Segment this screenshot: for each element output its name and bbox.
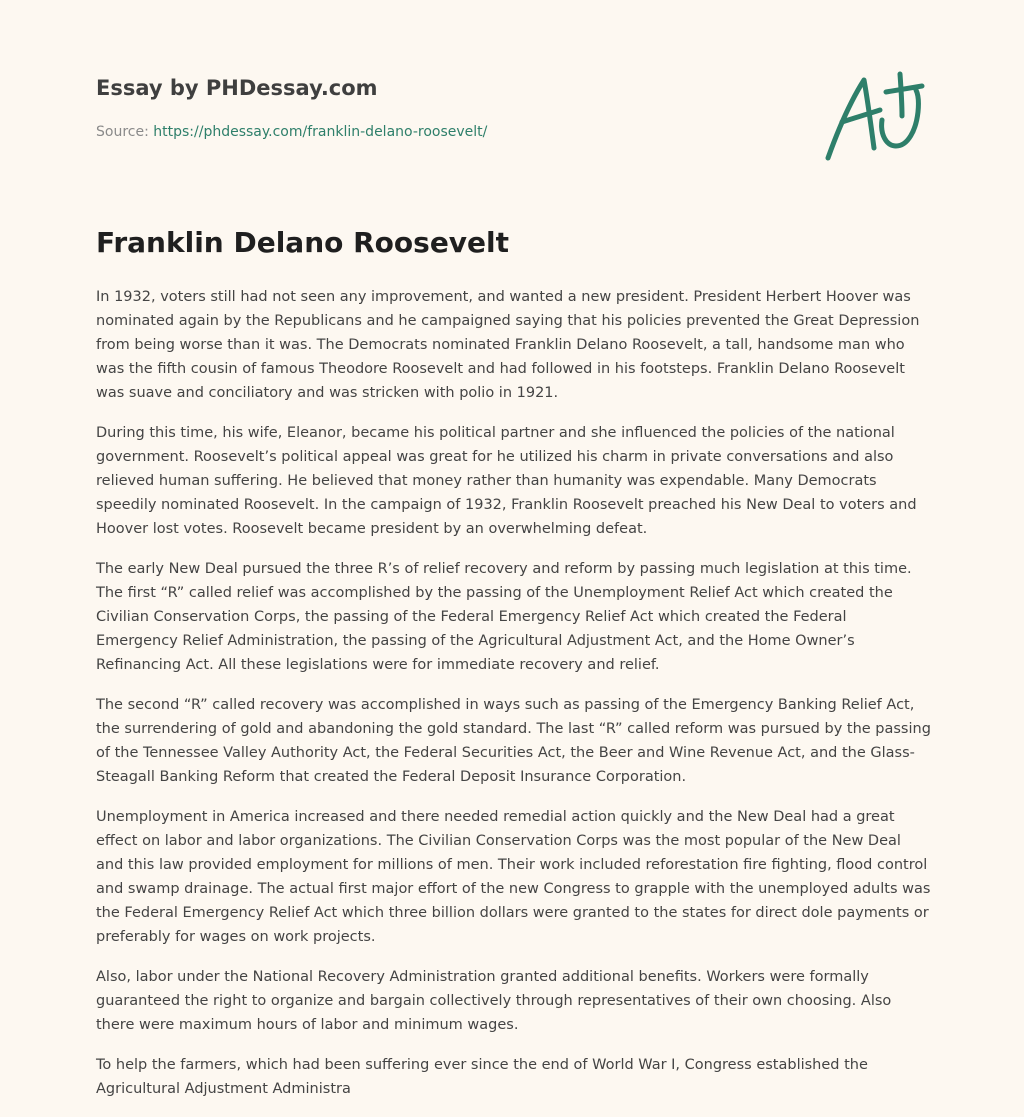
essay-paragraph: Unemployment in America increased and there needed remedial action quickly and the New Deal had a great effect on labor and labor organizations. The Civilian Conservation Corps was the most popular of the New Deal and this law provided employment for millions of men. Their work included reforestation fire fighting, flood control and swamp drainage. The actual first major effort of the new Congress to grapple with the unemployed adults was the Federal Emergency Relief Act which three billion dollars were granted to the states for direct dole payments or preferably for wages on work projects.	[96, 809, 931, 945]
source-link[interactable]: https://phdessay.com/franklin-delano-roosevelt/	[153, 124, 488, 140]
essay-paragraph: During this time, his wife, Eleanor, became his political partner and she influenced the policies of the national government. Roosevelt’s political appeal was great for he utilized his charm in private conversations and also relieved human suffering. He believed that money rather than humanity was expendable. Many Democrats speedily nominated Roosevelt. In the campaign of 1932, Franklin Roosevelt preached his New Deal to voters and Hoover lost votes. Roosevelt became president by an overwhelming defeat.	[96, 425, 917, 537]
essay-paragraph: To help the farmers, which had been suffering ever since the end of World War I, Congress established the Agricultural Adjustment Administra	[96, 1057, 868, 1097]
a-plus-grade-icon	[824, 68, 928, 164]
source-label: Source:	[96, 124, 149, 140]
essay-paragraph: In 1932, voters still had not seen any improvement, and wanted a new president. President Herbert Hoover was nominated again by the Republicans and he campaigned saying that his policies prevented the Great Depression from being worse than it was. The Democrats nominated Franklin Delano Roosevelt, a tall, handsome man who was the fifth cousin of famous Theodore Roosevelt and had followed in his footsteps. Franklin Delano Roosevelt was suave and conciliatory and was stricken with polio in 1921.	[96, 289, 920, 401]
site-title: Essay by PHDessay.com	[96, 76, 378, 100]
source-line	[96, 124, 487, 140]
page-header	[96, 74, 936, 194]
essay-paragraph: The second “R” called recovery was accomplished in ways such as passing of the Emergency Banking Relief Act, the surrendering of gold and abandoning the gold standard. The last “R” called reform was pursued by the passing of the Tennessee Valley Authority Act, the Federal Securities Act, the Beer and Wine Revenue Act, and the Glass- Steagall Banking Reform that created the Federal Deposit Insurance Corporation.	[96, 697, 931, 785]
essay-paragraph: The early New Deal pursued the three R’s of relief recovery and reform by passing much legislation at this time. The first “R” called relief was accomplished by the passing of the Unemployment Relief Act which created the Civilian Conservation Corps, the passing of the Federal Emergency Relief Act which created the Federal Emergency Relief Administration, the passing of the Agricultural Adjustment Act, and the Home Owner’s Refinancing Act. All these legislations were for immediate recovery and relief.	[96, 561, 912, 673]
essay-paragraph: Also, labor under the National Recovery Administration granted additional benefits. Workers were formally guaranteed the right to organize and bargain collectively through representatives of their own choosing. Also there were maximum hours of labor and minimum wages.	[96, 969, 892, 1033]
essay-body	[96, 285, 932, 1117]
essay-title: Franklin Delano Roosevelt	[96, 226, 510, 259]
